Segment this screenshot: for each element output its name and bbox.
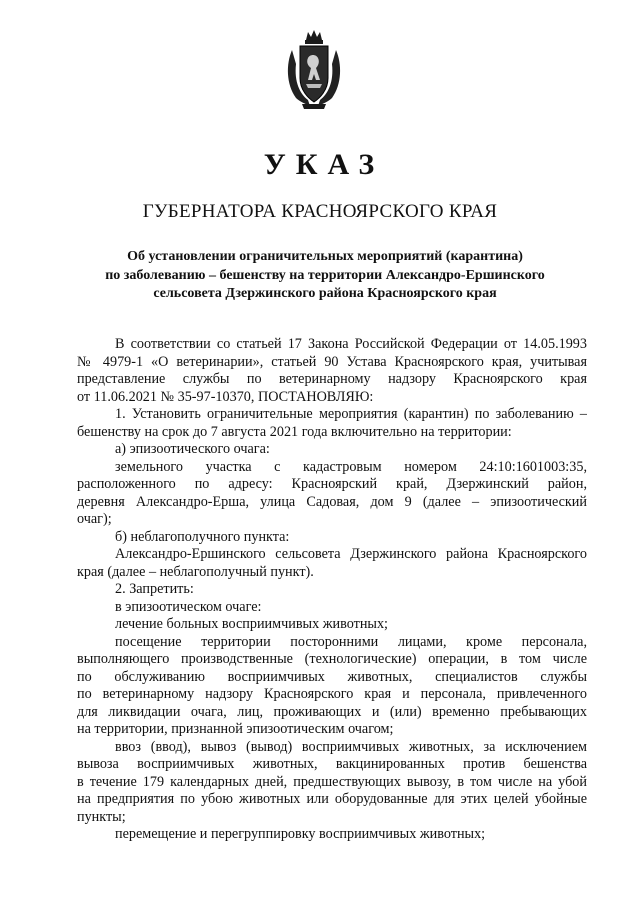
heading-line: по заболеванию – бешенству на территории Александро-Ершинского [105,267,545,283]
body-line: бешенству на срок до 7 августа 2021 года включительно на территории: [77,423,512,440]
body-line: 1. Установить ограничительные мероприятия (карантин) по заболеванию – [115,406,587,422]
document-title: УКАЗ [263,148,385,181]
body-line: пункты; [77,808,126,825]
body-line: на территории, признанной эпизоотическим очагом; [77,721,394,737]
body-line: очаг); [77,511,112,527]
body-line: в эпизоотическом очаге: [115,598,262,615]
document-body [77,336,587,844]
body-line: представление службы по ветеринарному надзору Красноярского края [77,371,587,387]
body-line: по ветеринарному надзору Красноярского края и персонала, привлеченного [77,686,587,702]
body-line: Александро-Ершинского сельсовета Дзержинского района Красноярского [115,546,587,562]
body-line: от 11.06.2021 № 35-97-10370, ПОСТАНОВЛЯЮ: [77,388,374,405]
document-subtitle: ГУБЕРНАТОРА КРАСНОЯРСКОГО КРАЯ [142,201,498,222]
body-line: посещение территории посторонними лицами, кроме персонала, [115,633,587,650]
body-line: В соответствии со статьей 17 Закона Российской Федерации от 14.05.1993 [115,336,587,352]
body-line: б) неблагополучного пункта: [115,528,290,545]
body-line: в течение 179 календарных дней, предшествующих вывозу, в том числе на убой [77,773,587,790]
heading-line: Об установлении ограничительных мероприятий (карантина) [127,249,523,264]
body-line: перемещение и перегруппировку восприимчивых животных; [115,826,486,842]
body-line: земельного участка с кадастровым номером 24:10:1601003:35, [115,458,587,475]
body-line: по обслуживанию восприимчивых животных, специалистов службы [77,668,587,685]
coat-of-arms-emblem [284,28,344,110]
body-line: вывоза восприимчивых животных, вакцинированных против бешенства [77,756,587,772]
body-line: для ликвидации очага, лиц, проживающих и (или) временно пребывающих [77,703,587,720]
body-line: на предприятия по убою животных или оборудованные для этих целей убойные [77,791,587,807]
document-heading [70,248,580,304]
body-line: деревня Александро-Ерша, улица Садовая, дом 9 (далее – эпизоотический [77,493,587,510]
body-line: 2. Запретить: [115,581,194,597]
body-line: ввоз (ввод), вывоз (вывод) восприимчивых животных, за исключением [115,738,587,755]
body-line: края (далее – неблагополучный пункт). [77,563,314,580]
heading-line: сельсовета Дзержинского района Красноярского края [153,286,497,301]
body-line: выполняющего производственные (технологические) операции, в том числе [77,651,587,667]
body-line: лечение больных восприимчивых животных; [115,616,388,632]
body-line: расположенного по адресу: Красноярский край, Дзержинский район, [77,476,587,492]
body-line: № 4979-1 «О ветеринарии», статьей 90 Устава Красноярского края, учитывая [77,353,587,370]
body-line: а) эпизоотического очага: [115,441,270,457]
